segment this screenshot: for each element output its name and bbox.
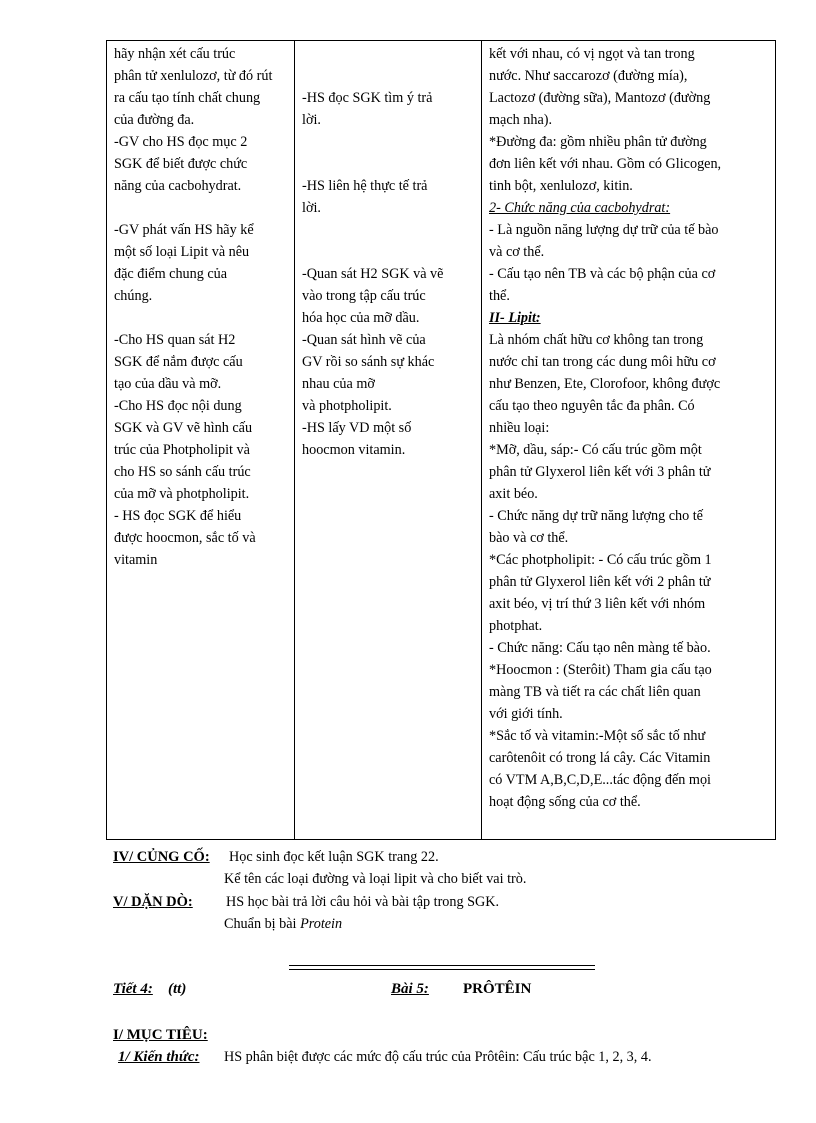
teacher-activity-line: một số loại Lipit và nêu: [114, 244, 250, 260]
teacher-activity-line: hãy nhận xét cấu trúc: [114, 46, 236, 62]
lesson-label: [391, 978, 429, 1000]
teacher-activity-line: -Cho HS đọc nội dung: [114, 398, 242, 414]
student-activity-line: vào trong tập cấu trúc: [302, 288, 426, 304]
content-line: axit béo, vị trí thứ 3 liên kết với nhóm: [489, 596, 706, 612]
content-line: mạch nha).: [489, 112, 553, 128]
teacher-activity-line: [114, 197, 289, 219]
content-line: nhiều loại:: [489, 420, 550, 436]
teacher-activity-line: vitamin: [114, 552, 158, 568]
homework-line-2: [224, 913, 342, 935]
consolidation-line-2: Kể tên các loại đường và loại lipit và cho biết vai trò.: [224, 871, 527, 887]
teacher-activity-line: của mỡ và photpholipit.: [114, 486, 250, 502]
content-line: nước chỉ tan trong các dung môi hữu cơ: [489, 354, 716, 370]
content-line: axit béo.: [489, 486, 538, 502]
content-line: bào và cơ thể.: [489, 530, 569, 546]
lesson-label-text: Bài 5:: [391, 981, 429, 997]
teacher-activity-line: - HS đọc SGK để hiểu: [114, 508, 242, 524]
teacher-activity-column: [114, 41, 289, 571]
content-line: phân tử Glyxerol liên kết với 3 phân tử: [489, 464, 711, 480]
content-column: [489, 41, 773, 813]
content-line: Là nhóm chất hữu cơ không tan trong: [489, 332, 704, 348]
content-line: *Sắc tố và vitamin:-Một số sắc tố như: [489, 728, 706, 744]
period-label: [113, 978, 153, 1000]
content-line: thể.: [489, 288, 510, 304]
teacher-activity-line: tạo của dầu và mỡ.: [114, 376, 222, 392]
student-activity-line: [302, 131, 480, 153]
section-heading-lipit: II- Lipit:: [489, 310, 541, 326]
student-activity-line: -Quan sát H2 SGK và vẽ: [302, 266, 444, 282]
teacher-activity-line: -GV cho HS đọc mục 2: [114, 134, 248, 150]
student-activity-line: -HS liên hệ thực tế trả: [302, 178, 428, 194]
knowledge-text: HS phân biệt được các mức độ cấu trúc của Prôtêin: Cấu trúc bậc 1, 2, 3, 4.: [224, 1049, 652, 1065]
content-line: - Cấu tạo nên TB và các bộ phận của cơ: [489, 266, 716, 282]
teacher-activity-line: đặc điểm chung của: [114, 266, 228, 282]
content-line: photphat.: [489, 618, 543, 634]
content-line: màng TB và tiết ra các chất liên quan: [489, 684, 701, 700]
content-line: *Hoocmon : (Sterôit) Tham gia cấu tạo: [489, 662, 712, 678]
student-activity-line: [302, 43, 480, 65]
section-heading-carbohydrate-function: 2- Chức năng của cacbohydrat:: [489, 200, 671, 216]
content-line: - Là nguồn năng lượng dự trữ của tế bào: [489, 222, 719, 238]
content-line: cấu tạo theo nguyên tắc đa phân. Có: [489, 398, 695, 414]
student-activity-line: GV rồi so sánh sự khác: [302, 354, 435, 370]
content-line: *Mỡ, dầu, sáp:- Có cấu trúc gồm một: [489, 442, 702, 458]
lesson-title: PRÔTÊIN: [463, 981, 532, 997]
content-line: *Các photpholipit: - Có cấu trúc gồm 1: [489, 552, 712, 568]
teacher-activity-line: chúng.: [114, 288, 153, 304]
content-line: phân tử Glyxerol liên kết với 2 phân tử: [489, 574, 711, 590]
student-activity-line: [302, 153, 480, 175]
student-activity-column: [302, 41, 480, 461]
student-activity-line: lời.: [302, 200, 321, 216]
teacher-activity-line: -Cho HS quan sát H2: [114, 332, 236, 348]
teacher-activity-line: trúc của Photpholipit và: [114, 442, 250, 458]
student-activity-line: -HS lấy VD một số: [302, 420, 412, 436]
student-activity-line: -Quan sát hình vẽ của: [302, 332, 426, 348]
content-line: hoạt động sống của cơ thể.: [489, 794, 641, 810]
content-line: có VTM A,B,C,D,E...tác động đến mọi: [489, 772, 711, 788]
content-line: - Chức năng dự trữ năng lượng cho tế: [489, 508, 703, 524]
teacher-activity-line: [114, 307, 289, 329]
student-activity-line: [302, 241, 480, 263]
period-label-text: Tiết 4:: [113, 981, 153, 997]
content-line: như Benzen, Ete, Clorofoor, không được: [489, 376, 721, 392]
content-line: tinh bột, xenlulozơ, kitin.: [489, 178, 633, 194]
content-line: *Đường đa: gồm nhiều phân tử đường: [489, 134, 707, 150]
content-line: với giới tính.: [489, 706, 563, 722]
column-divider: [294, 41, 295, 839]
content-line: Lactozơ (đường sữa), Mantozơ (đường: [489, 90, 711, 106]
student-activity-line: và photpholipit.: [302, 398, 392, 414]
content-line: và cơ thể.: [489, 244, 545, 260]
period-note: [168, 978, 186, 1000]
teacher-activity-line: phân tử xenlulozơ, từ đó rút: [114, 68, 273, 84]
content-line: - Chức năng: Cấu tạo nên màng tế bào.: [489, 640, 711, 656]
teacher-activity-line: -GV phát vấn HS hãy kể: [114, 222, 254, 238]
homework-prefix: Chuẩn bị bài: [224, 916, 301, 932]
student-activity-line: [302, 65, 480, 87]
content-line: kết với nhau, có vị ngọt và tan trong: [489, 46, 695, 62]
teacher-activity-line: cho HS so sánh cấu trúc: [114, 464, 251, 480]
homework-line-1: HS học bài trả lời câu hỏi và bài tập trong SGK.: [226, 894, 500, 910]
content-line: nước. Như saccarozơ (đường mía),: [489, 68, 688, 84]
homework-label: V/ DẶN DÒ:: [113, 894, 193, 910]
student-activity-line: nhau của mỡ: [302, 376, 375, 392]
homework-topic: Protein: [300, 916, 343, 932]
teacher-activity-line: SGK để biết được chức: [114, 156, 248, 172]
student-activity-line: -HS đọc SGK tìm ý trả: [302, 90, 433, 106]
lesson-table: [106, 40, 776, 840]
teacher-activity-line: năng của cacbohydrat.: [114, 178, 242, 194]
teacher-activity-line: của đường đa.: [114, 112, 195, 128]
knowledge-row: [118, 1046, 200, 1068]
knowledge-label: 1/ Kiến thức:: [118, 1049, 200, 1065]
student-activity-line: hóa học của mỡ dầu.: [302, 310, 420, 326]
consolidation-label: IV/ CỦNG CỐ:: [113, 849, 210, 865]
content-line: đơn liên kết với nhau. Gồm có Glicogen,: [489, 156, 722, 172]
double-rule-divider: [289, 965, 595, 970]
teacher-activity-line: ra cấu tạo tính chất chung: [114, 90, 261, 106]
student-activity-line: [302, 219, 480, 241]
period-note-text: (tt): [168, 981, 187, 997]
student-activity-line: lời.: [302, 112, 321, 128]
teacher-activity-line: SGK và GV vẽ hình cấu: [114, 420, 253, 436]
teacher-activity-line: được hoocmon, sắc tố và: [114, 530, 256, 546]
column-divider: [481, 41, 482, 839]
student-activity-line: hoocmon vitamin.: [302, 442, 406, 458]
objectives-heading: I/ MỤC TIÊU:: [113, 1027, 208, 1043]
homework-section: [113, 891, 193, 913]
content-line: carôtenôit có trong lá cây. Các Vitamin: [489, 750, 711, 766]
consolidation-line-1: Học sinh đọc kết luận SGK trang 22.: [229, 849, 439, 865]
teacher-activity-line: SGK để nắm được cấu: [114, 354, 243, 370]
consolidation-section: [113, 846, 210, 868]
